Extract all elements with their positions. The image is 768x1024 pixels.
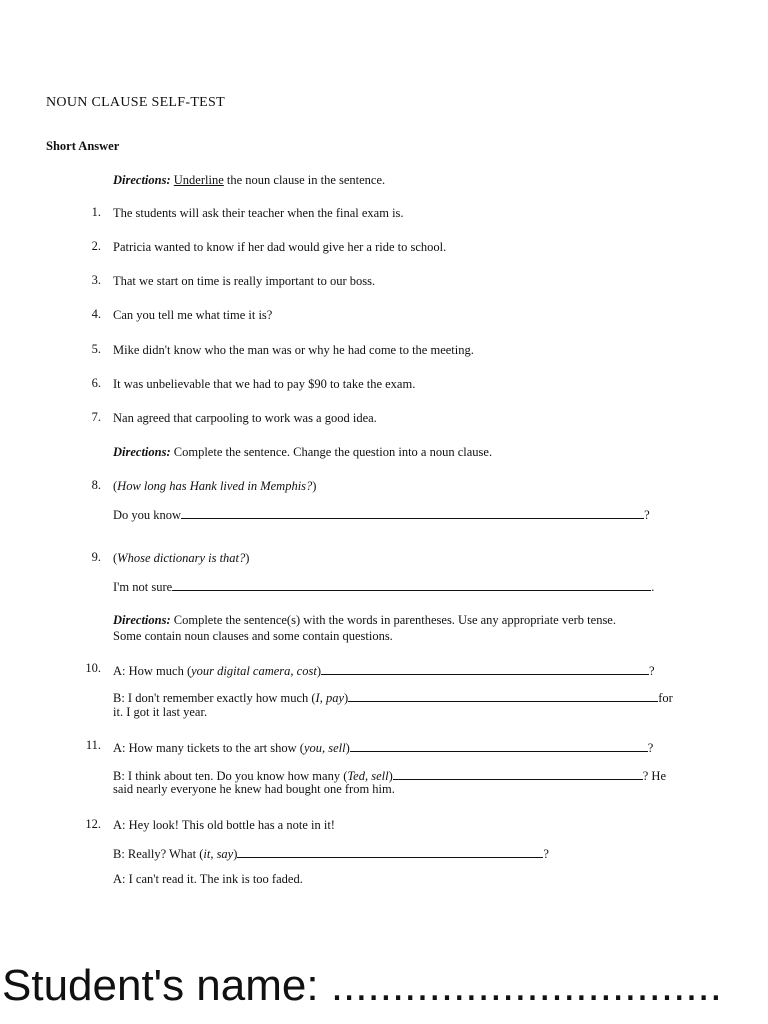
question-prompt: (How long has Hank lived in Memphis?) <box>113 479 317 493</box>
answer-blank[interactable] <box>237 844 543 858</box>
directions-label: Directions: <box>113 613 171 627</box>
underline-word: Underline <box>173 173 224 187</box>
dialogue-text: B: I don't remember exactly how much ( <box>113 691 316 705</box>
parenthetical-words: your digital camera, cost <box>191 664 317 678</box>
answer-end: ? <box>644 508 650 522</box>
directions-3 <box>113 612 616 644</box>
dialogue-text: B: Really? What ( <box>113 847 204 861</box>
question-number: 8. <box>91 478 101 492</box>
question-number: 2. <box>91 239 101 253</box>
question-number: 9. <box>91 550 101 564</box>
question-number: 7. <box>91 410 101 424</box>
dialogue-a: A: Hey look! This old bottle has a note in it! <box>113 818 335 832</box>
answer-lead: Do you know <box>113 508 182 522</box>
dialogue-b-cont: said nearly everyone he knew had bought one from him. <box>113 782 395 796</box>
question-prompt: (Whose dictionary is that?) <box>113 551 250 565</box>
question-number: 3. <box>91 273 101 287</box>
dialogue-c: A: I can't read it. The ink is too faded. <box>113 872 303 886</box>
directions-text-2: Complete the sentence. Change the question into a noun clause. <box>170 445 493 459</box>
answer-end: ? He <box>642 769 666 783</box>
parenthetical-words: you, sell <box>303 741 346 755</box>
question-number: 1. <box>91 205 101 219</box>
dialogue-text: A: How much ( <box>113 664 192 678</box>
question-number: 5. <box>91 342 101 356</box>
question-text: Patricia wanted to know if her dad would give her a ride to school. <box>113 240 447 254</box>
dialogue-b <box>113 844 549 862</box>
dialogue-a <box>113 738 653 756</box>
directions-1 <box>113 172 385 188</box>
answer-blank[interactable] <box>321 661 649 675</box>
question-text: The students will ask their teacher when the final exam is. <box>113 206 404 220</box>
answer-blank[interactable] <box>348 688 658 702</box>
question-number: 4. <box>91 307 101 321</box>
question-number: 11. <box>85 738 101 752</box>
answer-blank[interactable] <box>172 577 651 591</box>
answer-end: ? <box>543 847 549 861</box>
directions-text: Complete the sentence(s) with the words in parentheses. Use any appropriate verb tense. <box>170 613 616 627</box>
question-text: That we start on time is really important to our boss. <box>113 274 376 288</box>
answer-end: ? <box>648 664 655 678</box>
dialogue-text: A: How many tickets to the art show ( <box>113 741 304 755</box>
parenthetical-words: Ted, sell <box>347 769 389 783</box>
answer-end: for <box>658 691 673 705</box>
directions-2 <box>113 444 492 460</box>
answer-lead: I'm not sure <box>113 580 173 594</box>
question-number: 12. <box>85 817 101 831</box>
dialogue-text: B: I think about ten. Do you know how many ( <box>113 769 348 783</box>
question-text: Can you tell me what time it is? <box>113 308 273 322</box>
answer-end: ? <box>647 741 654 755</box>
answer-blank[interactable] <box>350 738 648 752</box>
dialogue-text: ) <box>233 847 238 861</box>
parenthetical-words: it, say <box>203 847 234 861</box>
page-title: NOUN CLAUSE SELF-TEST <box>46 95 225 110</box>
section-heading: Short Answer <box>46 139 120 153</box>
dialogue-text: ) <box>316 664 321 678</box>
dialogue-a <box>113 661 655 679</box>
answer-blank[interactable] <box>393 766 643 780</box>
directions-text: the noun clause in the sentence. <box>223 173 386 187</box>
directions-label: Directions: <box>113 445 171 459</box>
parenthetical-words: I, pay <box>315 691 345 705</box>
answer-line <box>113 505 650 523</box>
prompt-question: How long has Hank lived in Memphis? <box>117 479 313 493</box>
dialogue-b-cont: it. I got it last year. <box>113 705 208 719</box>
dialogue-text: ) <box>344 691 349 705</box>
answer-blank[interactable] <box>181 505 644 519</box>
question-text: Mike didn't know who the man was or why he had come to the meeting. <box>113 343 474 357</box>
directions-text-2: Some contain noun clauses and some contain questions. <box>113 629 393 643</box>
answer-end: . <box>651 580 655 594</box>
dialogue-text: ) <box>388 769 393 783</box>
directions-label: Directions: <box>113 173 171 187</box>
question-text: Nan agreed that carpooling to work was a good idea. <box>113 411 377 425</box>
question-number: 6. <box>91 376 101 390</box>
question-number: 10. <box>85 661 101 675</box>
prompt-question: Whose dictionary is that? <box>117 551 246 565</box>
answer-line <box>113 577 654 595</box>
dialogue-text: ) <box>345 741 350 755</box>
student-name-footer: Student's name: ................................ <box>2 961 723 1010</box>
question-text: It was unbelievable that we had to pay $90 to take the exam. <box>113 377 416 391</box>
